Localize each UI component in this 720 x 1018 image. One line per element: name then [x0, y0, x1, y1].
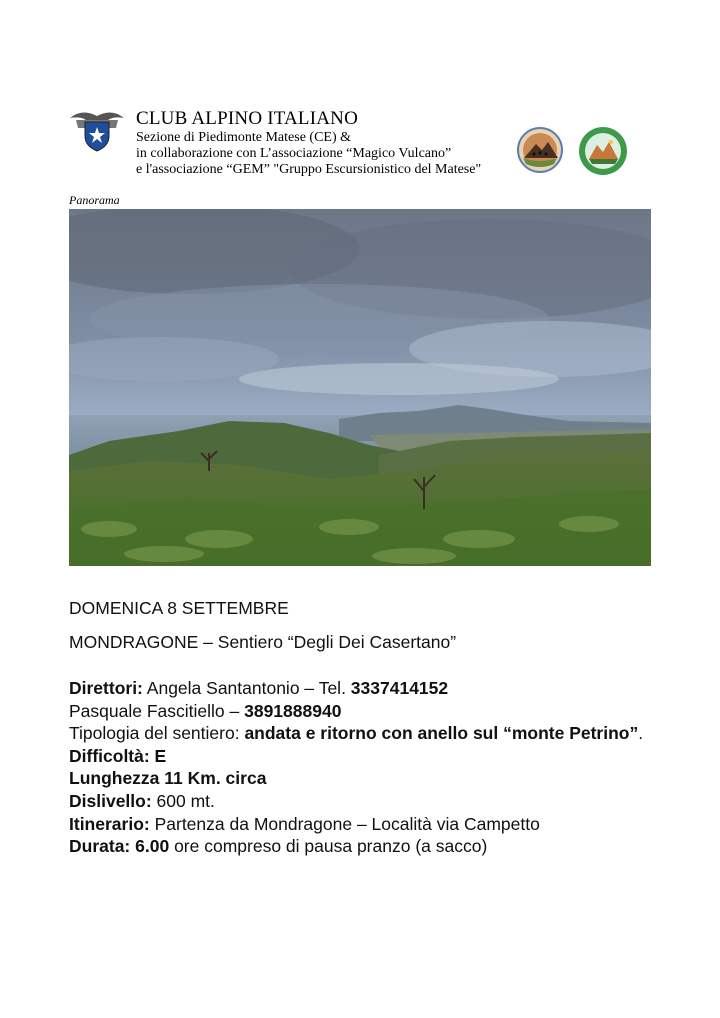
- cai-logo-icon: [68, 104, 126, 152]
- director2-name: Pasquale Fascitiello –: [69, 700, 245, 721]
- event-date: DOMENICA 8 SETTEMBRE: [69, 598, 289, 618]
- collaboration-line: in collaborazione con L’associazione “Magico Vulcano”: [136, 145, 452, 161]
- duration-line: [69, 835, 649, 858]
- director2-phone: 3891888940: [244, 700, 342, 721]
- duration-label: Durata:: [69, 836, 131, 857]
- itinerary-value: Partenza da Mondragone – Località via Campetto: [149, 813, 540, 834]
- itinerary-label: Itinerario:: [69, 813, 150, 834]
- trail-type-value: andata e ritorno con anello sul “monte Petrino”: [244, 723, 639, 744]
- event-details: [69, 677, 649, 858]
- length-line: [69, 767, 649, 790]
- elevation-label: Dislivello:: [69, 790, 152, 811]
- magico-vulcano-logo-icon: [516, 126, 564, 174]
- length: Lunghezza 11 Km. circa: [69, 768, 267, 789]
- difficulty: Difficoltà: E: [69, 745, 167, 766]
- panorama-photo: [69, 209, 651, 566]
- director1-name: Angela Santantonio – Tel.: [142, 678, 351, 698]
- directors-line: [69, 677, 649, 700]
- itinerary-line: [69, 813, 649, 836]
- event-trail: MONDRAGONE – Sentiero “Degli Dei Casertano”: [69, 632, 457, 652]
- association-line: e l'associazione “GEM” "Gruppo Escursionistico del Matese": [136, 162, 482, 178]
- section-line: Sezione di Piedimonte Matese (CE) &: [136, 129, 352, 145]
- director2-line: [69, 700, 649, 723]
- photo-caption: Panorama: [69, 193, 120, 207]
- header-text-block: [136, 108, 481, 178]
- duration-rest: ore compreso di pausa pranzo (a sacco): [169, 836, 488, 857]
- difficulty-line: [69, 745, 649, 768]
- elevation-line: [69, 790, 649, 813]
- gem-logo-icon: [577, 125, 629, 177]
- club-name: CLUB ALPINO ITALIANO: [136, 108, 359, 129]
- directors-label: Direttori:: [69, 678, 143, 698]
- elevation-value: 600 mt.: [151, 790, 215, 811]
- trail-type-end: .: [638, 723, 644, 744]
- duration-value: 6.00: [130, 836, 170, 857]
- trail-type-line: [69, 722, 649, 745]
- trail-type-label: Tipologia del sentiero:: [69, 723, 245, 744]
- director1-phone: 3337414152: [350, 678, 449, 698]
